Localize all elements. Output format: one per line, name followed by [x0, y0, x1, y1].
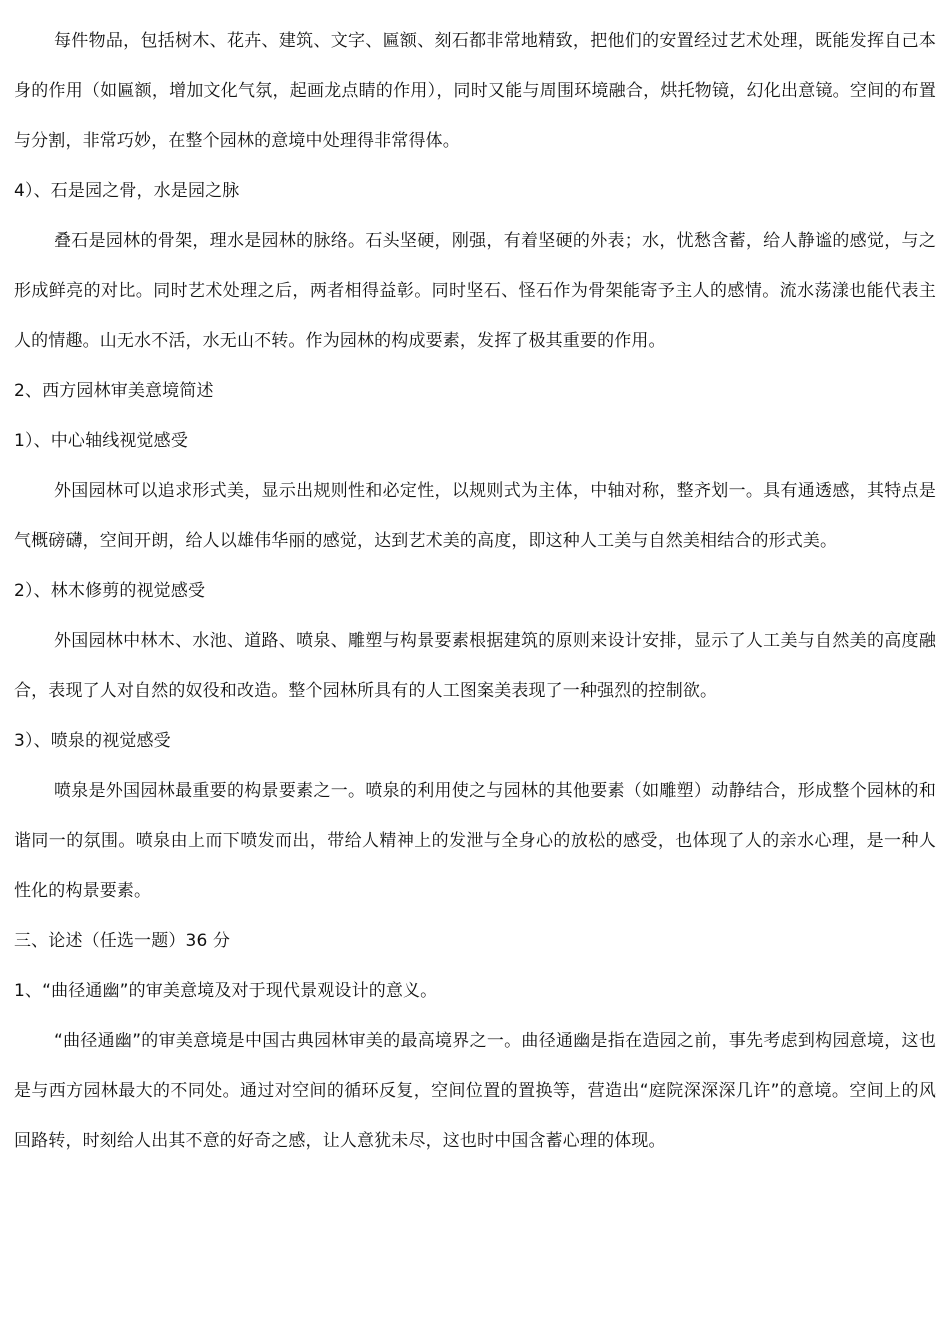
paragraph-winding-path: “曲径通幽”的审美意境是中国古典园林审美的最高境界之一。曲径通幽是指在造园之前，事先考虑到构园意境，这也是与西方园林最大的不同处。通过对空间的循环反复，空间位置的置换等，营造出“庭院深深深几许”的意境。空间上的风回路转，时刻给人出其不意的好奇之感，让人意犹未尽，这也时中国含蓄心理的体现。 — [14, 1031, 936, 1151]
paragraph-artistic-treatment: 每件物品，包括树木、花卉、建筑、文字、匾额、刻石都非常地精致，把他们的安置经过艺术处理，既能发挥自己本身的作用（如匾额，增加文化气氛，起画龙点睛的作用），同时又能与周围环境融合，烘托物镜，幻化出意镜。空间的布置与分割，非常巧妙，在整个园林的意境中处理得非常得体。 — [14, 31, 936, 151]
paragraph-stone-water: 叠石是园林的骨架，理水是园林的脉络。石头坚硬，刚强，有着坚硬的外表；水，忧愁含蓄，给人静谧的感觉，与之形成鲜亮的对比。同时艺术处理之后，两者相得益彰。同时坚石、怪石作为骨架能寄予主人的感情。流水荡漾也能代表主人的情趣。山无水不活，水无山不转。作为园林的构成要素，发挥了极其重要的作用。 — [14, 231, 936, 351]
heading-essay-section: 三、论述（任选一题）36 分 — [14, 931, 231, 951]
heading-winding-path-question: 1、“曲径通幽”的审美意境及对于现代景观设计的意义。 — [14, 981, 438, 1001]
document-page — [14, 16, 936, 1166]
heading-stone-water: 4）、石是园之骨，水是园之脉 — [14, 181, 240, 201]
paragraph-tree-pruning: 外国园林中林木、水池、道路、喷泉、雕塑与构景要素根据建筑的原则来设计安排，显示了人工美与自然美的高度融合，表现了人对自然的奴役和改造。整个园林所具有的人工图案美表现了一种强烈的控制欲。 — [14, 631, 936, 701]
heading-tree-pruning: 2）、林木修剪的视觉感受 — [14, 581, 206, 601]
heading-central-axis: 1）、中心轴线视觉感受 — [14, 431, 188, 451]
paragraph-fountain: 喷泉是外国园林最重要的构景要素之一。喷泉的利用使之与园林的其他要素（如雕塑）动静结合，形成整个园林的和谐同一的氛围。喷泉由上而下喷发而出，带给人精神上的发泄与全身心的放松的感受，也体现了人的亲水心理，是一种人性化的构景要素。 — [14, 781, 936, 901]
heading-western-gardens: 2、西方园林审美意境简述 — [14, 381, 214, 401]
heading-fountain: 3）、喷泉的视觉感受 — [14, 731, 171, 751]
paragraph-central-axis: 外国园林可以追求形式美，显示出规则性和必定性，以规则式为主体，中轴对称，整齐划一。具有通透感，其特点是气概磅礴，空间开朗，给人以雄伟华丽的感觉，达到艺术美的高度，即这种人工美与自然美相结合的形式美。 — [14, 481, 936, 551]
